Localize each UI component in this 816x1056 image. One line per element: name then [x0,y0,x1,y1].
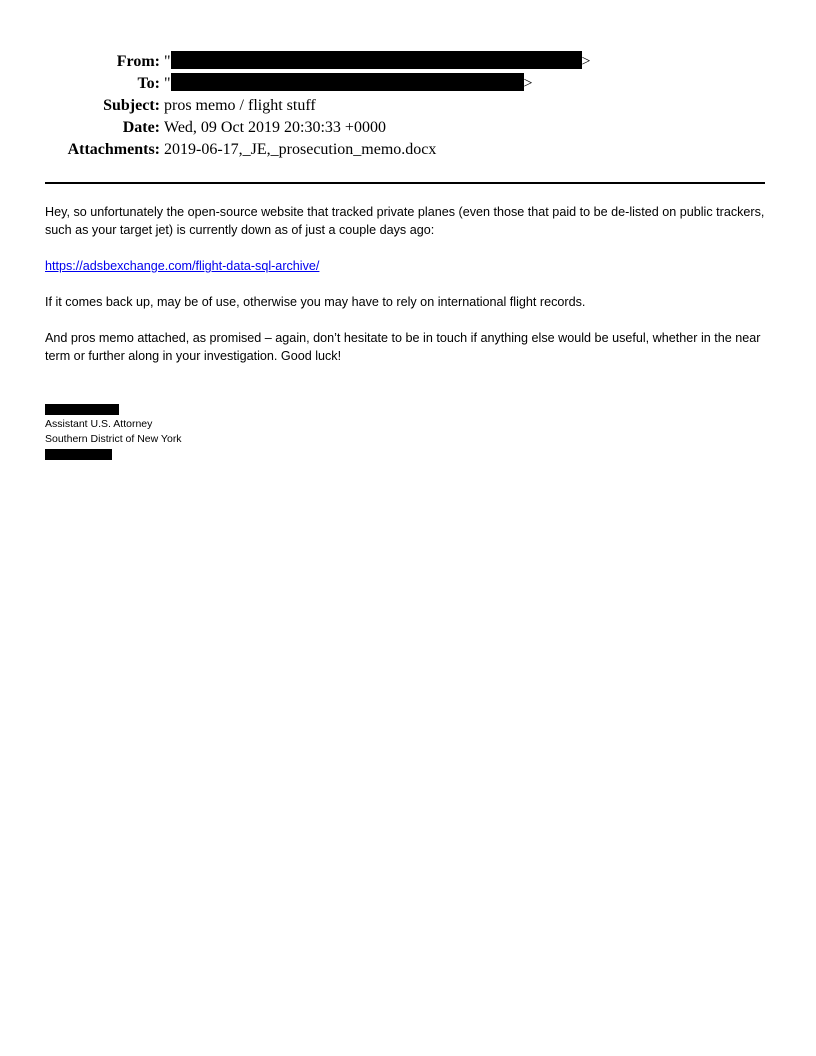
email-body [45,203,769,383]
attachment-filename[interactable]: 2019-06-17,_JE,_prosecution_memo.docx [164,141,437,158]
from-value [164,51,591,73]
signature-block [45,404,182,460]
date-label: Date: [122,119,160,136]
header-divider [45,182,765,184]
subject-row [0,95,816,117]
signature-title: Assistant U.S. Attorney [45,418,153,430]
to-prefix: " [164,75,171,92]
from-redaction [171,51,582,69]
date-row [0,117,816,139]
body-paragraph-3: And pros memo attached, as promised – again, don’t hesitate to be in touch if anything else would be useful, whether in the near term or further along in your investigation. Good luck! [45,331,761,363]
body-paragraph-1: Hey, so unfortunately the open-source website that tracked private planes (even those that paid to be de-listed on public trackers, such as your target jet) is currently down as of just a couple days ago: [45,205,765,237]
from-label: From: [116,53,160,70]
email-header [0,51,816,161]
from-suffix: > [581,53,591,70]
from-row [0,51,816,73]
subject-label: Subject: [103,97,160,114]
archive-link[interactable]: https://adsbexchange.com/flight-data-sql-archive/ [45,259,320,273]
date-value: Wed, 09 Oct 2019 20:30:33 +0000 [164,119,386,136]
to-redaction [171,73,524,91]
attachments-label: Attachments: [67,141,160,158]
from-prefix: " [164,53,171,70]
to-row [0,73,816,95]
to-suffix: > [523,75,533,92]
attachments-row [0,139,816,161]
to-value [164,73,533,95]
signature-office: Southern District of New York [45,433,182,445]
to-label: To: [137,75,160,92]
signature-name-redaction [45,404,119,415]
signature-contact-redaction [45,449,112,460]
subject-value: pros memo / flight stuff [164,97,316,114]
body-paragraph-2: If it comes back up, may be of use, otherwise you may have to rely on international flight records. [45,295,586,309]
body-link-paragraph [45,257,769,275]
